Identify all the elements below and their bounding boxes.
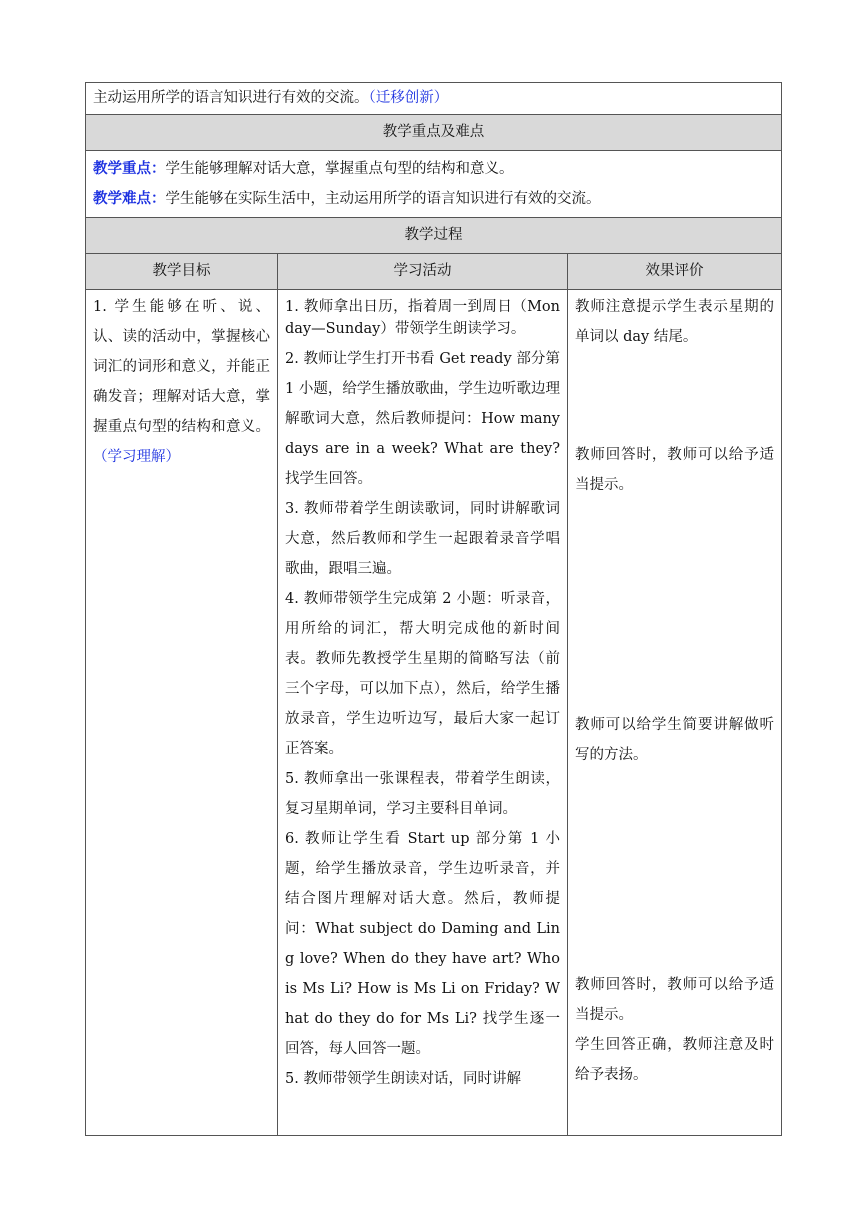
activity-cell — [278, 290, 568, 1136]
focus-section-title: 教学重点及难点 — [86, 115, 782, 151]
evaluation-item: 教师注意提示学生表示星期的单词以 day 结尾。 — [575, 299, 775, 345]
activity-item: 6. 教师让学生看 Start up 部分第 1 小题，给学生播放录音，学生边听录音，并结合图片理解对话大意。然后，教师提问：What subject do Daming and Ling love? When do they have art? Who is Ms Li? How is Ms Li on Friday? What do they do for Ms Li? 找学生逐一回答，每人回答一题。 — [285, 831, 560, 1057]
top-row-cell — [86, 83, 782, 115]
top-row — [86, 83, 782, 115]
activity-item: 2. 教师让学生打开书看 Get ready 部分第 1 小题，给学生播放歌曲，学生边听歌边理解歌词大意，然后教师提问：How many days are in a week? What are they? 找学生回答。 — [285, 351, 560, 487]
difficulty-label: 教学难点： — [93, 190, 166, 207]
activity-item: 4. 教师带领学生完成第 2 小题：听录音，用所给的词汇，帮大明完成他的新时间表。教师先教授学生星期的简略写法（前三个字母，可以加下点），然后，给学生播放录音，学生边听边写，最后大家一起订正答案。 — [285, 591, 560, 757]
process-content-row — [86, 290, 782, 1136]
key-point-text: 学生能够理解对话大意，掌握重点句型的结构和意义。 — [165, 161, 514, 177]
activity-item: 5. 教师带领学生朗读对话，同时讲解 — [285, 1071, 521, 1087]
activity-item: 5. 教师拿出一张课程表，带着学生朗读，复习星期单词，学习主要科目单词。 — [285, 771, 560, 817]
process-section-title: 教学过程 — [86, 218, 782, 254]
focus-content-row — [86, 151, 782, 218]
activity-item: 3. 教师带着学生朗读歌词，同时讲解歌词大意，然后教师和学生一起跟着录音学唱歌曲，跟唱三遍。 — [285, 501, 560, 577]
column-header-row — [86, 254, 782, 290]
key-point-line — [93, 154, 774, 184]
key-point-label: 教学重点： — [93, 160, 166, 177]
activity-item: 1. 教师拿出日历，指着周一到周日（Monday—Sunday）带领学生朗读学习。 — [285, 299, 560, 337]
difficulty-line — [93, 184, 774, 214]
evaluation-item: 学生回答正确，教师注意及时给予表扬。 — [575, 1037, 775, 1083]
top-row-tag: （迁移创新） — [368, 90, 449, 106]
column-header-objective: 教学目标 — [86, 254, 278, 290]
evaluation-item: 教师回答时，教师可以给予适当提示。 — [575, 447, 775, 493]
difficulty-text: 学生能够在实际生活中，主动运用所学的语言知识进行有效的交流。 — [165, 191, 601, 207]
process-header-row — [86, 218, 782, 254]
evaluation-cell — [568, 290, 782, 1136]
objective-cell — [86, 290, 278, 1136]
evaluation-item: 教师可以给学生简要讲解做听写的方法。 — [575, 717, 775, 763]
evaluation-item: 教师回答时，教师可以给予适当提示。 — [575, 977, 775, 1023]
focus-content-cell — [86, 151, 782, 218]
focus-header-row — [86, 115, 782, 151]
column-header-activity: 学习活动 — [278, 254, 568, 290]
lesson-plan-table — [85, 82, 782, 1136]
objective-text: 1. 学生能够在听、说、认、读的活动中，掌握核心词汇的词形和意义，并能正确发音；理解对话大意，掌握重点句型的结构和意义。 — [93, 299, 270, 435]
top-row-text: 主动运用所学的语言知识进行有效的交流。 — [93, 90, 369, 106]
column-header-evaluation: 效果评价 — [568, 254, 782, 290]
objective-tag: （学习理解） — [93, 449, 180, 465]
